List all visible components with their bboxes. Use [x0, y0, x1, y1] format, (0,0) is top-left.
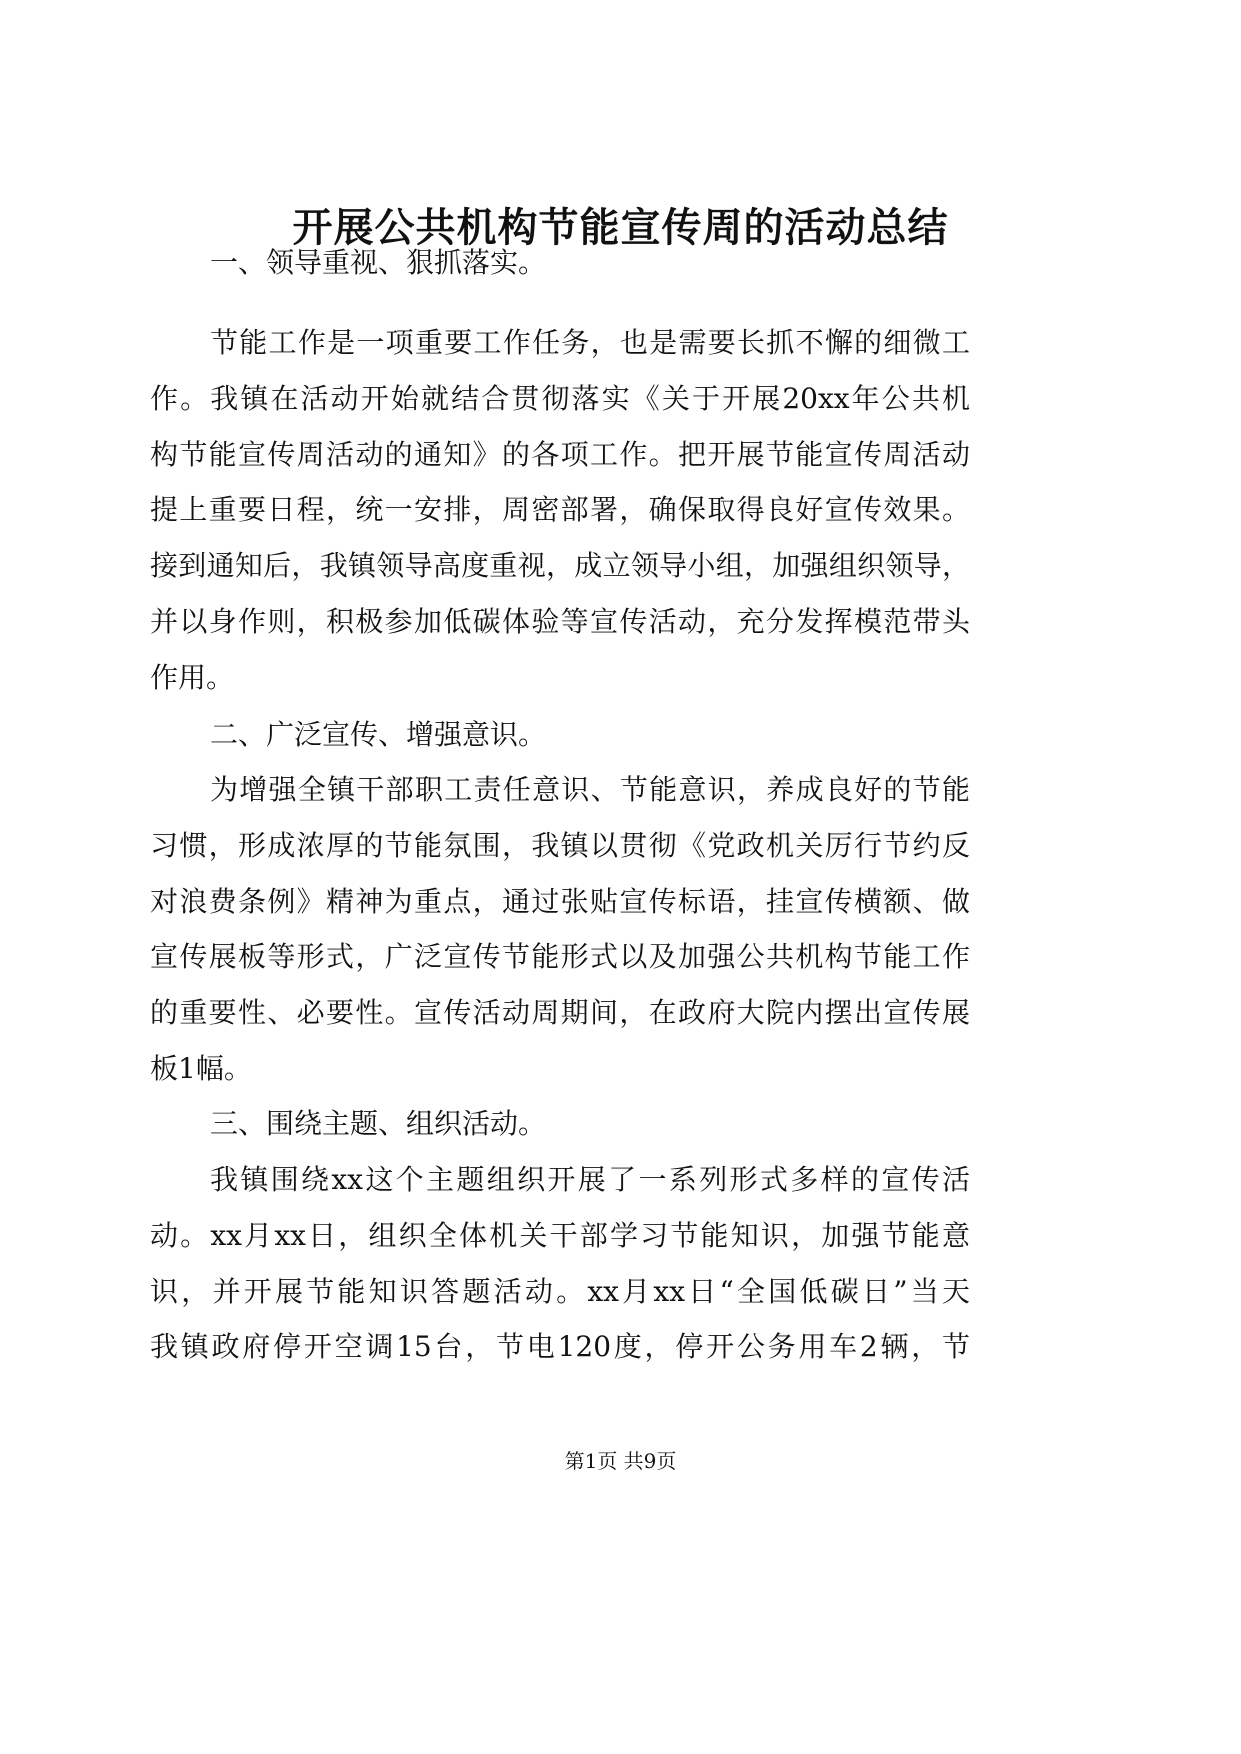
paragraph-line: 提上重要日程，统一安排，周密部署，确保取得良好宣传效果。 — [150, 493, 970, 527]
paragraph-line: 作用。 — [150, 660, 235, 694]
paragraph-line: 我镇政府停开空调15台，节电120度，停开公务用车2辆，节 — [150, 1330, 970, 1364]
paragraph-line: 构节能宣传周活动的通知》的各项工作。把开展节能宣传周活动 — [150, 437, 970, 471]
paragraph-line: 识，并开展节能知识答题活动。xx月xx日“全国低碳日”当天 — [150, 1274, 970, 1308]
paragraph-line: 我镇围绕xx这个主题组织开展了一系列形式多样的宣传活 — [210, 1163, 970, 1196]
document-title: 开展公共机构节能宣传周的活动总结 — [292, 204, 949, 251]
section-heading: 三、围绕主题、组织活动。 — [210, 1107, 547, 1140]
paragraph-line: 并以身作则，积极参加低碳体验等宣传活动，充分发挥模范带头 — [150, 605, 970, 638]
section-heading: 二、广泛宣传、增强意识。 — [210, 718, 547, 751]
paragraph-line: 板1幅。 — [150, 1052, 252, 1085]
paragraph-line: 对浪费条例》精神为重点，通过张贴宣传标语，挂宣传横额、做 — [150, 884, 970, 918]
paragraph-line: 的重要性、必要性。宣传活动周期间，在政府大院内摆出宣传展 — [150, 996, 970, 1030]
paragraph-line: 宣传展板等形式，广泛宣传节能形式以及加强公共机构节能工作 — [150, 940, 970, 974]
paragraph-line: 习惯，形成浓厚的节能氛围，我镇以贯彻《党政机关厉行节约反 — [150, 828, 970, 862]
section-heading: 一、领导重视、狠抓落实。 — [210, 246, 547, 279]
paragraph-line: 为增强全镇干部职工责任意识、节能意识，养成良好的节能 — [210, 773, 970, 806]
paragraph-line: 作。我镇在活动开始就结合贯彻落实《关于开展20xx年公共机 — [150, 381, 970, 415]
page-footer: 第1页 共9页 — [564, 1449, 677, 1473]
paragraph-line: 节能工作是一项重要工作任务，也是需要长抓不懈的细微工 — [210, 326, 970, 359]
paragraph-line: 接到通知后，我镇领导高度重视，成立领导小组，加强组织领导， — [150, 549, 970, 583]
paragraph-line: 动。xx月xx日，组织全体机关干部学习节能知识，加强节能意 — [150, 1218, 970, 1252]
